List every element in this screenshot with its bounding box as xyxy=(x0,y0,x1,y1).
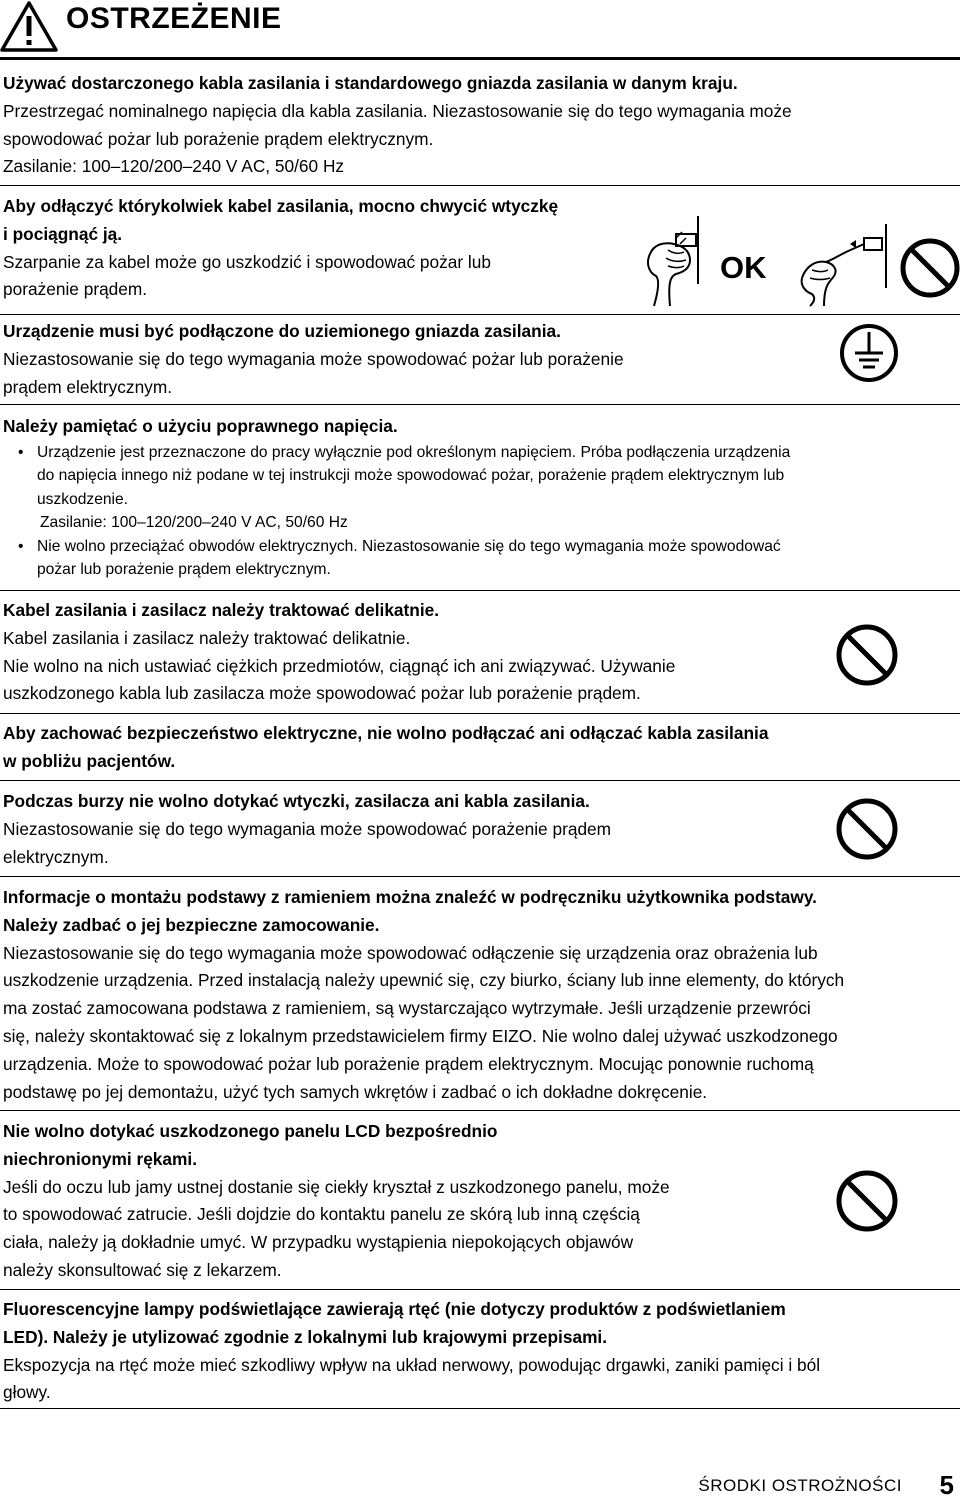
divider xyxy=(0,1289,960,1290)
page-number: 5 xyxy=(939,1470,954,1500)
section-text: uszkodzonego kabla lub zasilacza może spowodować pożar lub porażenie prądem. xyxy=(3,683,641,704)
header-divider xyxy=(0,57,960,60)
bullet-text: Urządzenie jest przeznaczone do pracy wyłącznie pod określonym napięciem. Próba podłączenia urządzenia xyxy=(37,443,791,461)
section-arm-mount xyxy=(3,884,958,1106)
section-text: urządzenia. Może to spowodować pożar lub porażenie prądem elektrycznym. Mocując ponownie ruchomą xyxy=(3,1053,814,1074)
section-text: Ekspozycja na rtęć może mieć szkodliwy wpływ na układ nerwowy, powodując drgawki, zaniki pamięci i ból xyxy=(3,1354,821,1375)
section-heading: Aby zachować bezpieczeństwo elektryczne, nie wolno podłączać ani odłączać kabla zasilania xyxy=(3,723,769,743)
section-text: to spowodować zatrucie. Jeśli dojdzie do kontaktu panelu ze skórą lub inną częścią xyxy=(3,1204,640,1225)
section-heading: LED). Należy je utylizować zgodnie z lokalnymi lub krajowymi przepisami. xyxy=(3,1326,608,1347)
section-text: Jeśli do oczu lub jamy ustnej dostanie się ciekły kryształ z uszkodzonego panelu, może xyxy=(3,1176,670,1197)
hand-pull-cable-icon xyxy=(798,222,890,308)
section-text: spowodować pożar lub porażenie prądem elektrycznym. xyxy=(3,128,434,149)
section-text: uszkodzenie urządzenia. Przed instalacją należy upewnić się, czy biurko, ściany lub inne elementy, do których xyxy=(3,970,845,991)
section-text: elektrycznym. xyxy=(3,846,109,867)
section-text: Przestrzegać nominalnego napięcia dla kabla zasilania. Niezastosowanie się do tego wymagania może xyxy=(3,100,792,121)
section-text: Szarpanie za kabel może go uszkodzić i spowodować pożar lub xyxy=(3,251,491,272)
divider xyxy=(0,590,960,591)
prohibition-icon xyxy=(834,796,900,862)
prohibition-icon xyxy=(834,1168,900,1234)
divider xyxy=(0,404,960,405)
section-heading: Informacje o montażu podstawy z ramieniem można znaleźć w podręczniku użytkownika podstawy. xyxy=(3,887,817,907)
section-heading: Fluorescencyjne lampy podświetlające zawierają rtęć (nie dotyczy produktów z podświetlaniem xyxy=(3,1299,786,1319)
voltage-bullets xyxy=(3,441,953,512)
divider xyxy=(0,1408,960,1409)
divider xyxy=(0,876,960,877)
section-heading: Aby odłączyć którykolwiek kabel zasilania, mocno chwycić wtyczkę xyxy=(3,196,559,216)
section-power-cable xyxy=(3,70,953,181)
divider xyxy=(0,1110,960,1111)
section-text: Niezastosowanie się do tego wymagania może spowodować porażenie prądem xyxy=(3,818,612,839)
section-voltage xyxy=(3,413,953,582)
voltage-bullets xyxy=(3,535,953,582)
bullet-text: uszkodzenie. xyxy=(37,490,129,508)
section-heading: Urządzenie musi być podłączone do uziemionego gniazda zasilania. xyxy=(3,321,561,341)
bullet-text: pożar lub porażenie prądem elektrycznym. xyxy=(37,561,331,579)
section-text: prądem elektrycznym. xyxy=(3,376,173,397)
section-heading: i pociągnąć ją. xyxy=(3,223,123,244)
divider xyxy=(0,780,960,781)
section-text: należy skonsultować się z lekarzem. xyxy=(3,1259,282,1280)
ok-label: OK xyxy=(720,250,767,285)
ground-symbol-icon xyxy=(838,322,900,384)
section-text: porażenie prądem. xyxy=(3,279,148,300)
section-text: się, należy skontaktować się z lokalnym przedstawicielem firmy EIZO. Nie wolno dalej używać uszkodzonego xyxy=(3,1025,838,1046)
section-text: ciała, należy ją dokładnie umyć. W przypadku wystąpienia niepokojących objawów xyxy=(3,1232,634,1253)
section-text: Nie wolno na nich ustawiać ciężkich przedmiotów, ciągnąć ich ani związywać. Używanie xyxy=(3,655,676,676)
section-unplug xyxy=(3,193,643,304)
section-text: podstawę po jej demontażu, użyć tych samych wkrętów i zadbać o ich dokładne dokręcenie. xyxy=(3,1081,708,1102)
section-text: Niezastosowanie się do tego wymagania może spowodować pożar lub porażenie xyxy=(3,348,624,369)
section-heading: Należy pamiętać o użyciu poprawnego napięcia. xyxy=(3,416,398,436)
section-patients xyxy=(3,720,953,776)
section-text: Zasilanie: 100–120/200–240 V AC, 50/60 Hz xyxy=(3,156,345,177)
warning-header xyxy=(0,0,960,54)
divider xyxy=(0,314,960,315)
prohibition-icon xyxy=(834,622,900,688)
bullet: • xyxy=(18,537,24,555)
section-text: Kabel zasilania i zasilacz należy traktować delikatnie. xyxy=(3,627,411,648)
section-handle-cable xyxy=(3,597,803,708)
section-heading: Używać dostarczonego kabla zasilania i standardowego gniazda zasilania w danym kraju. xyxy=(3,73,738,93)
section-text: ma zostać zamocowana podstawa z ramieniem, są wystarczająco wytrzymałe. Jeśli urządzenie przewróci xyxy=(3,998,811,1019)
list-item xyxy=(3,535,953,582)
section-text: głowy. xyxy=(3,1382,51,1403)
prohibition-icon xyxy=(898,236,960,300)
footer-section-label: ŚRODKI OSTROŻNOŚCI xyxy=(698,1476,902,1495)
divider xyxy=(0,185,960,186)
bullet-text: Nie wolno przeciążać obwodów elektrycznych. Niezastosowanie się do tego wymagania może spowodować xyxy=(37,537,781,555)
section-heading: Podczas burzy nie wolno dotykać wtyczki, zasilacza ani kabla zasilania. xyxy=(3,791,590,811)
section-heading: Należy zadbać o jej bezpieczne zamocowanie. xyxy=(3,914,380,935)
section-heading: Nie wolno dotykać uszkodzonego panelu LCD bezpośrednio xyxy=(3,1121,498,1141)
warning-triangle-icon xyxy=(0,0,60,54)
section-text: Niezastosowanie się do tego wymagania może spowodować odłączenie się urządzenia oraz obrażenia lub xyxy=(3,942,818,963)
section-ground xyxy=(3,318,783,401)
section-heading: Kabel zasilania i zasilacz należy traktować delikatnie. xyxy=(3,600,440,620)
section-storm xyxy=(3,788,803,871)
bullet: • xyxy=(18,443,24,461)
bullet-text: do napięcia innego niż podane w tej instrukcji może spowodować pożar, porażenie prądem elektrycznym lub xyxy=(37,467,785,485)
section-heading: niechronionymi rękami. xyxy=(3,1148,197,1169)
section-lcd xyxy=(3,1118,803,1285)
section-heading: w pobliżu pacjentów. xyxy=(3,750,176,771)
section-mercury xyxy=(3,1296,958,1407)
page-title: OSTRZEŻENIE xyxy=(66,2,282,35)
divider xyxy=(0,713,960,714)
hand-grip-plug-icon xyxy=(640,214,714,308)
list-item xyxy=(3,441,953,512)
supply-spec: Zasilanie: 100–120/200–240 V AC, 50/60 Hz xyxy=(40,514,348,532)
